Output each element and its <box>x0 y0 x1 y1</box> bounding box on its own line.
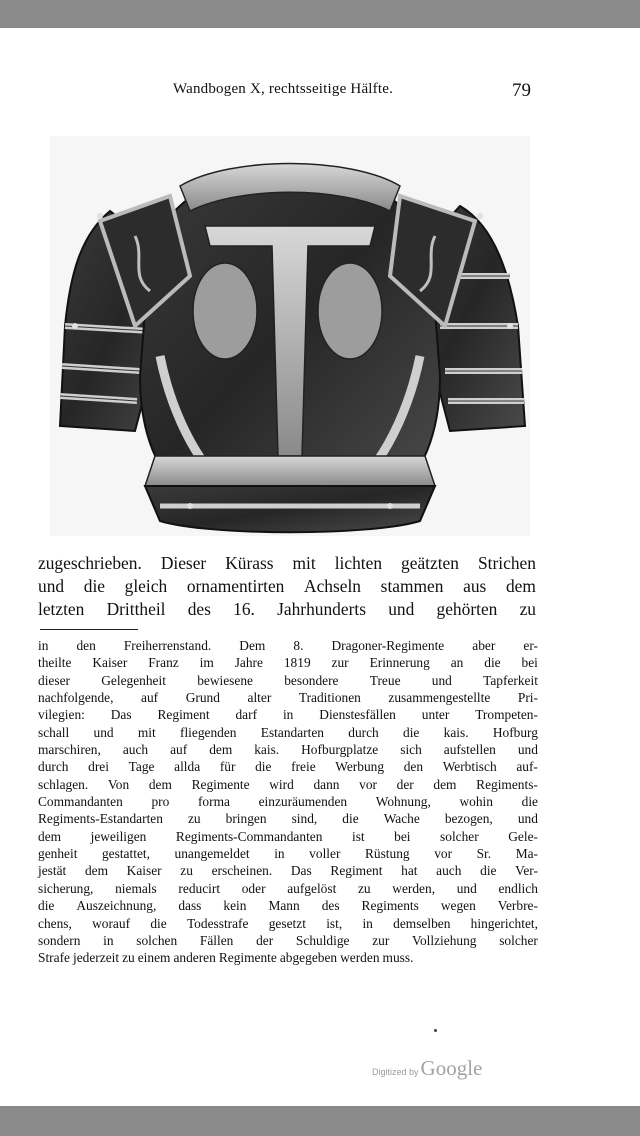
word: unter <box>421 707 450 723</box>
word: nachfolgende, <box>38 690 114 706</box>
word: bei <box>521 655 538 671</box>
word: zu <box>519 599 536 619</box>
word: dem <box>148 776 172 792</box>
word: Schuldige <box>295 932 350 948</box>
word: die <box>342 811 359 827</box>
word: zu <box>357 880 371 896</box>
word: gehörten <box>436 599 498 619</box>
word: kais. <box>443 724 469 740</box>
word: in <box>274 846 285 862</box>
word: die <box>403 724 420 740</box>
word: aufgelöst <box>287 880 337 896</box>
word: in <box>38 638 49 653</box>
book-page <box>0 28 640 1106</box>
word: Vollziehung <box>412 932 477 948</box>
word: durch <box>38 759 69 775</box>
word: vilegien: <box>38 707 85 723</box>
footnote-line <box>38 915 538 932</box>
footnote-line <box>38 897 538 914</box>
google-wordmark: Google <box>420 1056 483 1080</box>
word: zu <box>180 863 193 879</box>
word: 8. <box>293 638 304 653</box>
word: kais. <box>254 742 280 758</box>
footnote-line <box>38 741 538 758</box>
word: der <box>256 932 274 948</box>
word: reducirt <box>178 880 221 896</box>
word: ist, <box>326 915 343 931</box>
word: schlagen. <box>38 776 89 792</box>
word: schall <box>38 724 70 740</box>
word: darf <box>235 707 258 723</box>
word: Jahre <box>234 655 263 671</box>
footnote-line <box>38 880 538 897</box>
word: marschiren, <box>38 742 101 758</box>
word: zusammengestellte <box>388 690 491 706</box>
word: Regimente <box>218 950 277 966</box>
word: gestattet, <box>101 846 150 862</box>
word: bringen <box>225 811 267 827</box>
word: chens, <box>38 915 72 931</box>
word: Wache <box>383 811 420 827</box>
word: auch <box>436 863 462 879</box>
word: dem <box>38 828 62 844</box>
word: im <box>199 655 214 671</box>
word: Verbre- <box>497 898 538 914</box>
word: dem <box>505 576 536 596</box>
word: vor <box>359 776 377 792</box>
word: bezogen, <box>444 811 493 827</box>
word: die <box>480 863 497 879</box>
word: Grund <box>185 690 220 706</box>
word: Das <box>110 707 132 723</box>
word: Kürass <box>225 553 274 573</box>
footnote-line <box>38 932 538 949</box>
word: Erinnerung <box>369 655 430 671</box>
word: gesetzt <box>268 915 306 931</box>
word: dem <box>433 776 457 792</box>
running-head <box>0 80 640 104</box>
word: Dragoner-Regimente <box>331 638 445 653</box>
word: auf <box>170 742 188 758</box>
word: Gelegenheit <box>101 672 166 688</box>
word: ist <box>351 828 365 844</box>
word: Pri- <box>517 690 538 706</box>
word: Wohnung, <box>375 794 431 810</box>
word: Ma- <box>515 846 538 862</box>
word: dass <box>178 898 202 914</box>
word: die <box>484 655 501 671</box>
word: Todesstrafe <box>186 915 249 931</box>
word: dann <box>313 776 340 792</box>
word: dem <box>84 863 108 879</box>
word: Dienstesfällen <box>319 707 396 723</box>
word: Von <box>107 776 130 792</box>
word: Estandarten <box>260 724 324 740</box>
word: die <box>255 759 272 775</box>
word: gleich <box>124 576 168 596</box>
word: der <box>396 776 414 792</box>
word: Regimente <box>191 776 250 792</box>
word: bei <box>394 828 411 844</box>
word: letzten <box>38 599 85 619</box>
word: Ver- <box>515 863 538 879</box>
word: werden <box>340 950 380 966</box>
word: pro <box>151 794 170 810</box>
word: Auszeichnung, <box>76 898 157 914</box>
word: Jahrhunderts <box>277 599 366 619</box>
word: und <box>38 576 65 596</box>
word: Commandanten <box>38 794 123 810</box>
body-text <box>38 552 536 621</box>
word: die <box>521 794 538 810</box>
word: Tage <box>128 759 155 775</box>
word: zur <box>331 655 349 671</box>
word: des <box>187 599 211 619</box>
word: auf- <box>516 759 538 775</box>
word: zugeschrieben. <box>38 553 142 573</box>
word: Hofburg <box>492 724 538 740</box>
body-line <box>38 552 536 575</box>
word: Regiment <box>330 863 383 879</box>
word: anderen <box>173 950 216 966</box>
word: Regiments-Estandarten <box>38 811 163 827</box>
word: sich <box>400 742 422 758</box>
word: und <box>431 672 452 688</box>
word: worauf <box>92 915 131 931</box>
word: Drittheil <box>106 599 166 619</box>
word: Trompeten- <box>475 707 538 723</box>
word: genheit <box>38 846 78 862</box>
word: er- <box>523 638 538 653</box>
word: für <box>219 759 236 775</box>
word: aus <box>463 576 487 596</box>
word: sind, <box>291 811 318 827</box>
word: Rüstung <box>364 846 410 862</box>
word: jeweiligen <box>90 828 147 844</box>
bottom-bar <box>0 1106 640 1136</box>
word: die <box>150 915 167 931</box>
word: wohin <box>459 794 493 810</box>
footnote-line <box>38 706 538 723</box>
word: sicherung, <box>38 880 94 896</box>
word: jederzeit <box>72 950 120 966</box>
word: in <box>103 932 114 948</box>
word: Fällen <box>199 932 234 948</box>
word: wegen <box>440 898 476 914</box>
word: hat <box>401 863 418 879</box>
word: bewiesene <box>197 672 253 688</box>
word: niemals <box>115 880 157 896</box>
footnote-line <box>38 810 538 827</box>
footnote-line <box>38 828 538 845</box>
word: auf <box>141 690 159 706</box>
word: Strafe <box>38 950 70 966</box>
word: Strichen <box>477 553 536 573</box>
word: hingerichtet, <box>470 915 538 931</box>
word: und <box>517 811 538 827</box>
word: lichten <box>334 553 383 573</box>
word: Dieser <box>160 553 207 573</box>
footnote-line <box>38 654 538 671</box>
word: jestät <box>38 863 67 879</box>
word: des <box>321 898 340 914</box>
scan-speck <box>434 1029 437 1032</box>
word: einzuräumenden <box>258 794 348 810</box>
digitized-prefix: Digitized by <box>372 1067 419 1077</box>
word: drei <box>88 759 109 775</box>
word: erscheinen. <box>211 863 273 879</box>
word: theilte <box>38 655 72 671</box>
word: dem <box>209 742 233 758</box>
word: stammen <box>380 576 444 596</box>
body-line <box>38 598 536 621</box>
word: die <box>83 576 105 596</box>
word: Kaiser <box>92 655 128 671</box>
word: wird <box>269 776 294 792</box>
page-number: 79 <box>512 80 531 101</box>
word: dieser <box>38 672 70 688</box>
word: allda <box>174 759 201 775</box>
word: Regiments <box>361 898 419 914</box>
footnote-line <box>38 672 538 689</box>
running-title: Wandbogen X, rechtsseitige Hälfte. <box>172 81 394 97</box>
word: Tapferkeit <box>483 672 538 688</box>
footnote-line <box>38 776 538 793</box>
word: muss. <box>382 950 414 966</box>
word: den <box>76 638 96 653</box>
word: die <box>38 898 55 914</box>
word: einem <box>137 950 171 966</box>
word: alter <box>247 690 272 706</box>
word: mit <box>292 553 316 573</box>
word: Dem <box>239 638 266 653</box>
footnote-rule <box>40 629 138 630</box>
word: durch <box>348 724 379 740</box>
word: den <box>403 759 424 775</box>
word: demselben <box>393 915 451 931</box>
word: Sr. <box>476 846 492 862</box>
word: Regiments-Commandanten <box>175 828 323 844</box>
footnote <box>38 637 538 967</box>
footnote-line <box>38 845 538 862</box>
word: an <box>450 655 464 671</box>
word: freie <box>291 759 316 775</box>
word: Regiments- <box>476 776 538 792</box>
word: Kaiser <box>126 863 162 879</box>
word: endlich <box>498 880 538 896</box>
word: Regiment <box>157 707 210 723</box>
word: Achseln <box>304 576 362 596</box>
word: aufstellen <box>443 742 496 758</box>
cuirass-illustration <box>40 126 540 546</box>
word: in <box>362 915 373 931</box>
word: forma <box>197 794 230 810</box>
word: kein <box>223 898 247 914</box>
word: und <box>388 599 415 619</box>
footnote-line <box>38 949 538 966</box>
word: und <box>517 742 538 758</box>
word: aber <box>472 638 496 653</box>
word: auch <box>122 742 149 758</box>
word: Werbtisch <box>442 759 497 775</box>
word: Treue <box>369 672 401 688</box>
word: solcher <box>440 828 479 844</box>
word: in <box>282 707 294 723</box>
word: unangemeldet <box>174 846 250 862</box>
footnote-line <box>38 637 538 654</box>
footnote-line <box>38 758 538 775</box>
word: voller <box>309 846 341 862</box>
footnote-line <box>38 862 538 879</box>
word: zu <box>187 811 201 827</box>
word: fliegenden <box>179 724 237 740</box>
word: abgegeben <box>279 950 338 966</box>
word: Franz <box>148 655 179 671</box>
word: oder <box>241 880 266 896</box>
word: solcher <box>499 932 538 948</box>
footnote-line <box>38 793 538 810</box>
word: besondere <box>284 672 339 688</box>
word: Hofburgplatze <box>301 742 379 758</box>
word: zur <box>372 932 390 948</box>
word: sondern <box>38 932 81 948</box>
word: werden, <box>392 880 436 896</box>
word: 1819 <box>283 655 311 671</box>
body-line <box>38 575 536 598</box>
word: Traditionen <box>298 690 361 706</box>
word: mit <box>137 724 156 740</box>
word: Mann <box>268 898 300 914</box>
word: und <box>93 724 114 740</box>
word: und <box>456 880 477 896</box>
footnote-line <box>38 724 538 741</box>
word: Werbung <box>335 759 385 775</box>
word: Gele- <box>508 828 538 844</box>
word: 16. <box>233 599 255 619</box>
footnote-line <box>38 689 538 706</box>
word: solchen <box>136 932 178 948</box>
digitized-by-google-watermark <box>372 1056 482 1086</box>
word: geätzten <box>401 553 459 573</box>
word: zu <box>122 950 135 966</box>
word: Das <box>290 863 312 879</box>
word: Freiherrenstand. <box>123 638 212 653</box>
word: vor <box>434 846 453 862</box>
word: ornamentirten <box>186 576 285 596</box>
